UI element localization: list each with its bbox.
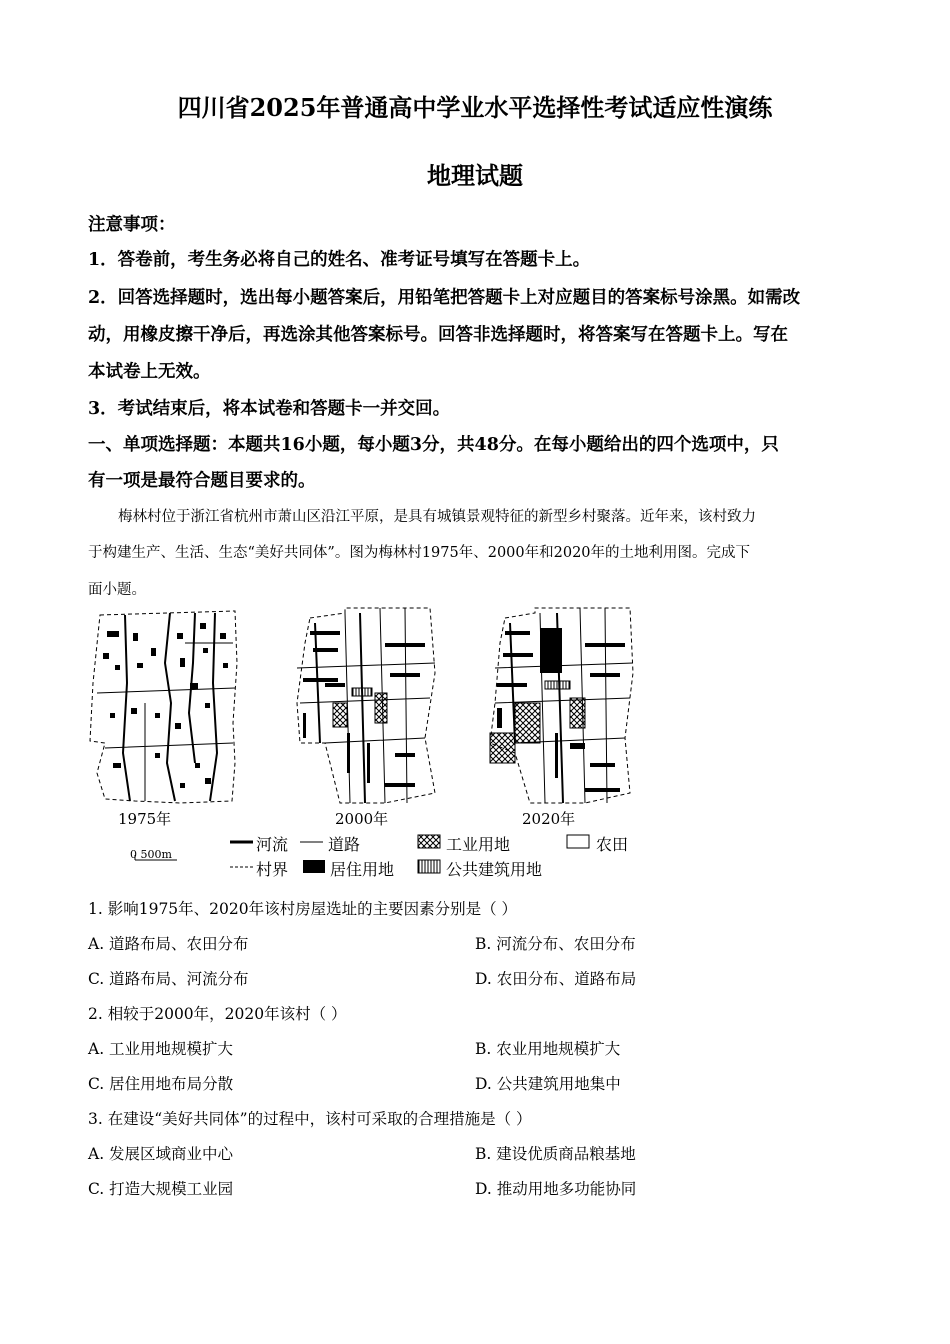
question-2-stem: 2. 相较于2000年，2020年该村（ ）: [88, 1005, 347, 1023]
legend-industrial: 工业用地: [446, 835, 511, 854]
question-3-option-c: C. 打造大规模工业园: [88, 1180, 234, 1198]
passage-line-2: 于构建生产、生活、生态“美好共同体”。图为梅林村1975年、2000年和2020年的土地利用图。完成下: [88, 545, 751, 561]
notice-item-2-line-3: 本试卷上无效。: [88, 362, 211, 382]
section-heading-line-2: 有一项是最符合题目要求的。: [88, 471, 316, 491]
question-3-option-a: A. 发展区域商业中心: [88, 1145, 234, 1163]
question-1-option-d: D. 农田分布、道路布局: [475, 970, 637, 988]
map-2000: [297, 608, 435, 803]
exam-subtitle: 地理试题: [427, 161, 523, 190]
passage-line-1: 梅林村位于浙江省杭州市萧山区沿江平原，是具有城镇景观特征的新型乡村聚落。近年来，该村致力: [118, 509, 756, 525]
question-2-option-a: A. 工业用地规模扩大: [88, 1040, 234, 1058]
map-1975: [90, 611, 237, 803]
scale-bar-label: 0 500m: [130, 848, 172, 861]
notice-item-2-line-2: 动，用橡皮擦干净后，再选涂其他答案标号。回答非选择题时，将答案写在答题卡上。写在: [88, 325, 788, 345]
exam-title: 四川省2025年普通高中学业水平选择性考试适应性演练: [177, 93, 773, 122]
notice-item-2-line-1: 2．回答选择题时，选出每小题答案后，用铅笔把答题卡上对应题目的答案标号涂黑。如需改: [88, 288, 801, 308]
question-1-option-a: A. 道路布局、农田分布: [88, 935, 249, 953]
map-caption-2020: 2020年: [522, 810, 576, 828]
question-3-option-b: B. 建设优质商品粮基地: [475, 1145, 636, 1163]
legend-road: 道路: [328, 835, 361, 854]
question-1-option-c: C. 道路布局、河流分布: [88, 970, 249, 988]
legend-farmland: 农田: [596, 835, 629, 854]
section-heading-line-1: 一、单项选择题：本题共16小题，每小题3分，共48分。在每小题给出的四个选项中，只: [88, 435, 779, 455]
question-2-option-c: C. 居住用地布局分散: [88, 1075, 234, 1093]
question-1-option-b: B. 河流分布、农田分布: [475, 935, 636, 953]
question-3-stem: 3. 在建设“美好共同体”的过程中，该村可采取的合理措施是（ ）: [88, 1110, 532, 1128]
question-2-option-d: D. 公共建筑用地集中: [475, 1075, 621, 1093]
map-2020: [490, 608, 633, 803]
question-1-stem: 1. 影响1975年、2020年该村房屋选址的主要因素分别是（ ）: [88, 900, 518, 918]
land-use-figure: [85, 603, 655, 883]
question-3-option-d: D. 推动用地多功能协同: [475, 1180, 637, 1198]
question-2-option-b: B. 农业用地规模扩大: [475, 1040, 621, 1058]
passage-line-3: 面小题。: [88, 582, 146, 598]
notice-item-1: 1．答卷前，考生务必将自己的姓名、准考证号填写在答题卡上。: [88, 250, 591, 270]
notice-heading: 注意事项：: [88, 215, 176, 235]
legend-residential: 居住用地: [330, 860, 395, 879]
map-caption-2000: 2000年: [335, 810, 389, 828]
notice-item-3: 3．考试结束后，将本试卷和答题卡一并交回。: [88, 399, 451, 419]
legend-river: 河流: [256, 835, 289, 854]
map-caption-1975: 1975年: [118, 810, 172, 828]
legend-public: 公共建筑用地: [446, 860, 543, 879]
legend-boundary: 村界: [256, 860, 289, 879]
